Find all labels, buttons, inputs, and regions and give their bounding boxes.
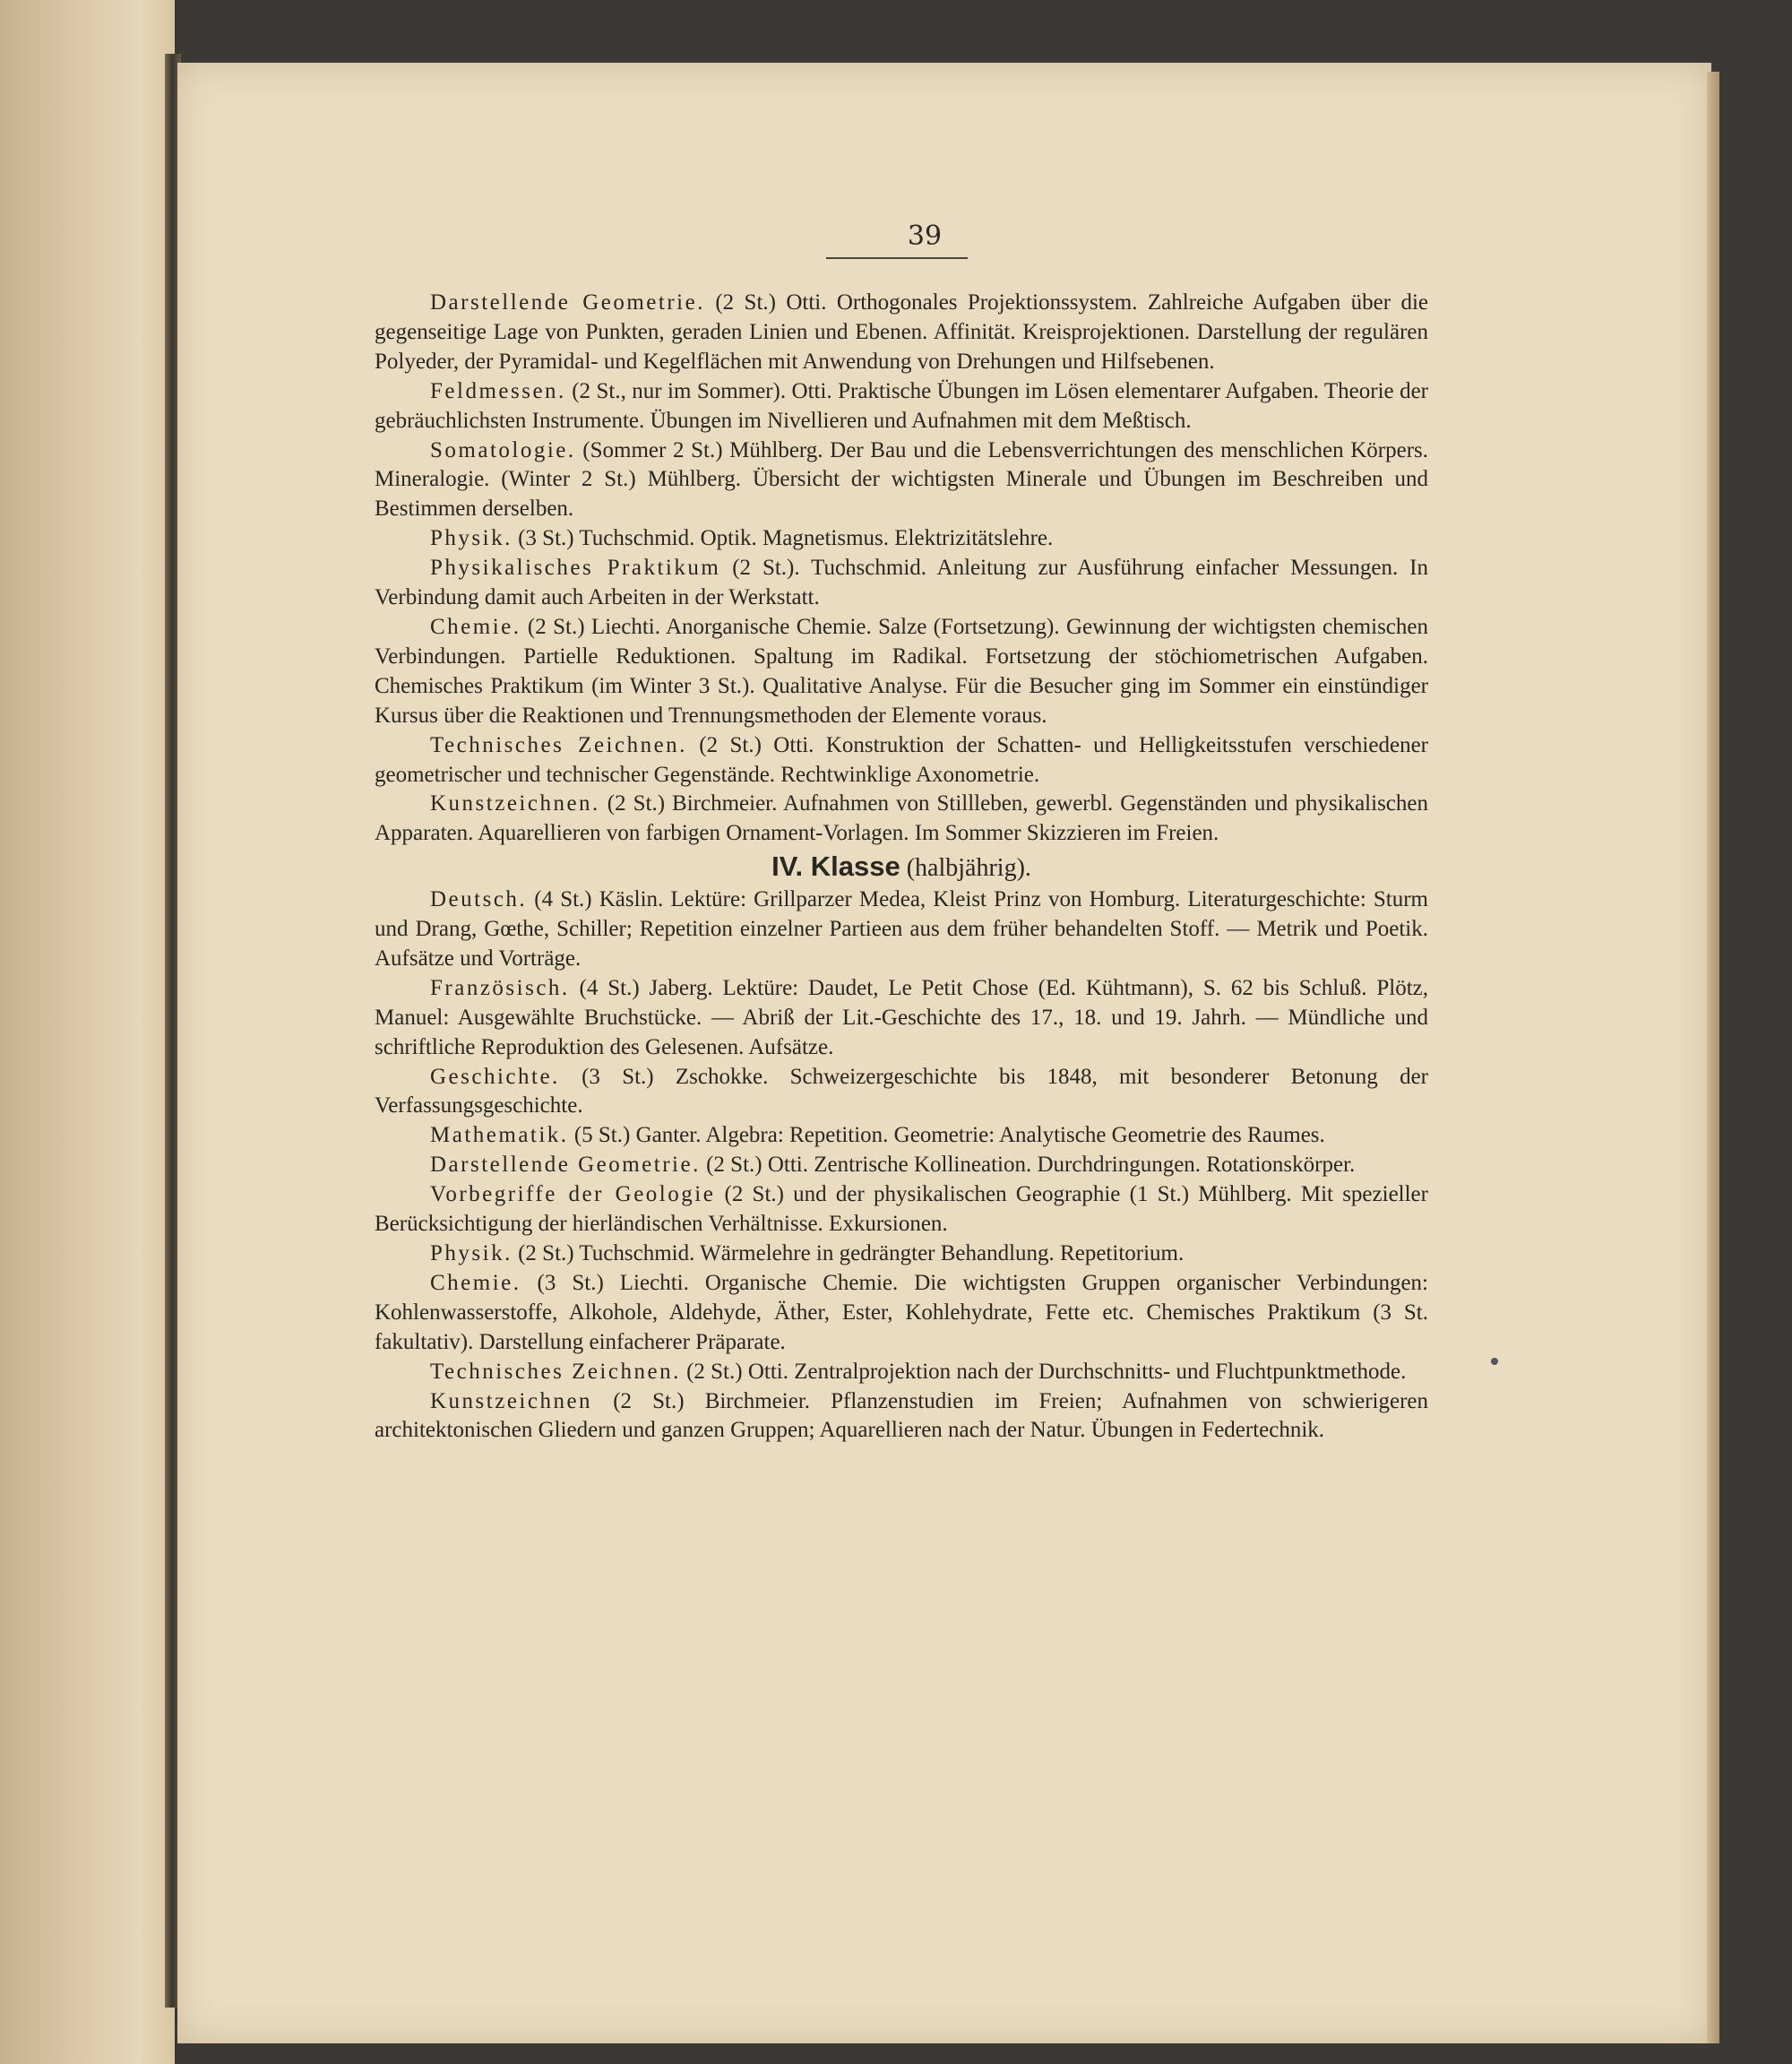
subject: Darstellende Geometrie. bbox=[430, 290, 705, 315]
paragraph-text: (2 St.) Liechti. Anorganische Chemie. Salze (Fortsetzung). Gewinnung der wichtigsten chemischen Verbindungen. Partielle Reduktionen. Spaltung im Radikal. Fortsetzung der stöchiometrischen Aufgaben. Chemisches Praktikum (im Winter 3 St.). Qualitative Analyse. Für die Besucher ging im Sommer ein einstündiger Kursus über die Reaktionen und Trennungsmethoden der Elemente voraus. bbox=[375, 614, 1428, 728]
subject: Kunstzeichnen bbox=[430, 1388, 593, 1413]
speck bbox=[1491, 1358, 1498, 1365]
subject: Somatologie. bbox=[430, 437, 576, 462]
subject: Darstellende Geometrie. bbox=[430, 1153, 701, 1178]
paragraph-text: (2 St.) Birchmeier. Pflanzenstudien im Freien; Aufnahmen von schwierigeren architektonischen Gliedern und ganzen Gruppen; Aquarellieren nach der Natur. Übungen in Federtechnik. bbox=[375, 1388, 1428, 1443]
paragraph-text: (2 St.) Otti. Konstruktion der Schatten- und Helligkeitsstufen verschiedener geometrischer und technischer Gegenstände. Rechtwinklige Axonometrie. bbox=[375, 732, 1428, 787]
paragraph bbox=[375, 377, 1428, 436]
section-title: IV. Klasse bbox=[771, 851, 900, 883]
paragraph bbox=[375, 1239, 1428, 1269]
paragraph bbox=[375, 1151, 1428, 1180]
paragraph-text: (4 St.) Käslin. Lektüre: Grillparzer Medea, Kleist Prinz von Homburg. Literaturgeschichte: Sturm und Drang, Gœthe, Schiller; Repetition einzelner Partieen aus dem früher behandelten Stoff. — Metrik und Poetik. Aufsätze und Vorträge. bbox=[375, 887, 1428, 971]
paragraph-text: (3 St.) Liechti. Organische Chemie. Die wichtigsten Gruppen organischer Verbindungen: Kohlenwasserstoffe, Alkohole, Aldehyde, Äther, Ester, Kohlehydrate, Fette etc. Chemisches Praktikum (3 St. fakultativ). Darstellung einfacherer Präparate. bbox=[375, 1270, 1428, 1354]
paragraph-text: (2 St.) Birchmeier. Aufnahmen von Stillleben, gewerbl. Gegenständen und physikalischen Apparaten. Aquarellieren von farbigen Ornament-Vorlagen. Im Sommer Skizzieren im Freien. bbox=[375, 791, 1428, 846]
paragraph-text: (4 St.) Jaberg. Lektüre: Daudet, Le Petit Chose (Ed. Kühtmann), S. 62 bis Schluß. Plötz, Manuel: Ausgewählte Bruchstücke. — Abriß der Lit.-Geschichte des 17., 18. und 19. Jahrh. — Mündliche und schriftliche Reproduktion des Gelesenen. Aufsätze. bbox=[375, 975, 1428, 1059]
paragraph-text: (2 St.). Tuchschmid. Anleitung zur Ausführung einfacher Messungen. In Verbindung damit auch Arbeiten in der Werkstatt. bbox=[375, 556, 1428, 610]
subject: Technisches Zeichnen. bbox=[430, 732, 687, 757]
paragraph-text: (2 St.) und der physikalischen Geographie (1 St.) Mühlberg. Mit spezieller Berücksichtigung der hierländischen Verhältnisse. Exkursionen. bbox=[375, 1182, 1428, 1237]
subject: Physikalisches Praktikum bbox=[430, 556, 721, 581]
paragraph bbox=[375, 1387, 1428, 1447]
subject: Deutsch. bbox=[430, 887, 528, 912]
subject: Chemie. bbox=[430, 614, 521, 639]
paragraph bbox=[375, 1269, 1428, 1358]
paragraph-text: (2 St.) Tuchschmid. Wärmelehre in gedrängter Behandlung. Repetitorium. bbox=[512, 1241, 1185, 1265]
paragraph bbox=[375, 1063, 1428, 1122]
subject: Physik. bbox=[430, 526, 513, 551]
paragraph-text: (2 St.) Otti. Orthogonales Projektionssystem. Zahlreiche Aufgaben über die gegenseitige Lage von Punkten, geraden Linien und Ebenen. Affinität. Kreisprojektionen. Darstellung der regulären Polyeder, der Pyramidal- und Kegelflächen mit Anwendung von Drehungen und Hilfsebenen. bbox=[375, 290, 1429, 374]
paragraph bbox=[375, 790, 1428, 849]
page-number: 39 bbox=[907, 220, 943, 252]
paragraph bbox=[375, 1180, 1428, 1239]
left-page-edge bbox=[0, 0, 175, 2064]
subject: Vorbegriffe der Geologie bbox=[430, 1182, 716, 1207]
section-subtitle: (halbjährig). bbox=[906, 854, 1031, 883]
paragraph bbox=[375, 1121, 1428, 1151]
subject: Französisch. bbox=[430, 975, 570, 1000]
subject: Chemie. bbox=[430, 1270, 521, 1295]
paragraph bbox=[375, 613, 1428, 731]
paragraph-text: (2 St.) Otti. Zentralprojektion nach der Durchschnitts- und Fluchtpunktmethode. bbox=[680, 1359, 1407, 1384]
page-edge bbox=[1707, 72, 1719, 2043]
paragraph bbox=[375, 554, 1428, 613]
subject: Mathematik. bbox=[430, 1123, 569, 1148]
paragraph bbox=[375, 974, 1428, 1063]
paragraph bbox=[375, 885, 1428, 974]
subject: Feldmessen. bbox=[430, 378, 566, 403]
subject: Physik. bbox=[430, 1241, 513, 1265]
paragraph-text: (5 St.) Ganter. Algebra: Repetition. Geometrie: Analytische Geometrie des Raumes. bbox=[568, 1123, 1325, 1148]
paragraph-text: (2 St.) Otti. Zentrische Kollineation. Durchdringungen. Rotationskörper. bbox=[700, 1153, 1356, 1178]
paragraph bbox=[375, 524, 1428, 554]
subject: Technisches Zeichnen. bbox=[430, 1359, 681, 1384]
paragraph-text: (3 St.) Tuchschmid. Optik. Magnetismus. Elektrizitätslehre. bbox=[512, 526, 1054, 551]
subject: Kunstzeichnen. bbox=[430, 791, 600, 816]
page-text bbox=[375, 289, 1428, 1446]
paragraph bbox=[375, 1358, 1428, 1387]
paragraph bbox=[375, 731, 1428, 790]
subject: Geschichte. bbox=[430, 1064, 560, 1089]
paragraph-text: (2 St., nur im Sommer). Otti. Praktische Übungen im Lösen elementarer Aufgaben. Theorie der gebräuchlichsten Instrumente. Übungen im Nivellieren und Aufnahmen mit dem Meßtisch. bbox=[375, 378, 1428, 433]
paragraph bbox=[375, 289, 1428, 377]
section-heading bbox=[375, 852, 1428, 884]
page-number-rule bbox=[826, 257, 968, 259]
paragraph bbox=[375, 436, 1428, 525]
paragraph-text: (Sommer 2 St.) Mühlberg. Der Bau und die Lebensverrichtungen des menschlichen Körpers. Mineralogie. (Winter 2 St.) Mühlberg. Übersicht der wichtigsten Minerale und Übungen im Beschreiben und Bestimmen derselben. bbox=[375, 437, 1428, 522]
paragraph-text: (3 St.) Zschokke. Schweizergeschichte bis 1848, mit besonderer Betonung der Verfassungsgeschichte. bbox=[375, 1064, 1428, 1118]
